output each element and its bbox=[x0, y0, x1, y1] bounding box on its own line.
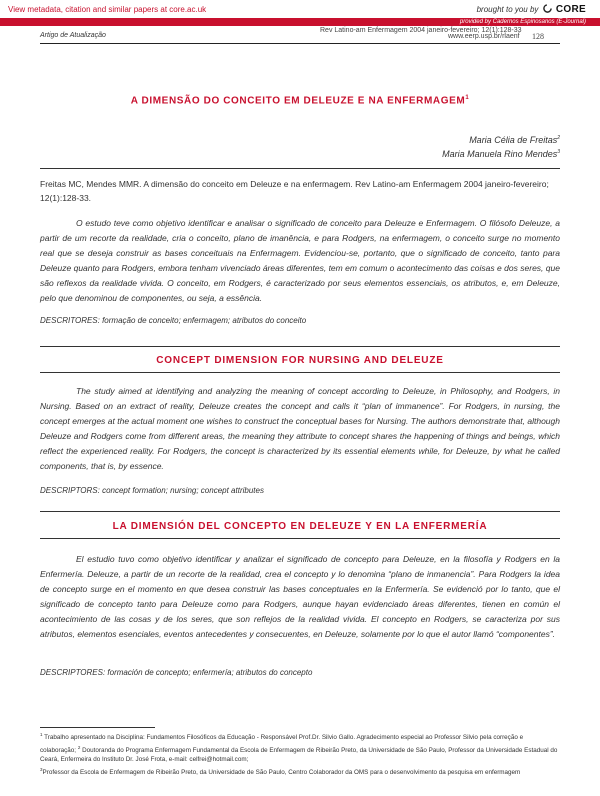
keywords-en: DESCRIPTORS: concept formation; nursing; concept attributes bbox=[40, 486, 264, 495]
footnote-2: 2 bbox=[77, 744, 81, 750]
abstract-es-title: LA DIMENSIÓN DEL CONCEPTO EN DELEUZE Y EN LA ENFERMERÍA bbox=[112, 521, 488, 532]
journal-reference: Rev Latino-am Enfermagem 2004 janeiro-fevereiro; 12(1):128-33 bbox=[320, 27, 522, 34]
keywords-es: DESCRIPTORES: formación de concepto; enfermería; atributos do concepto bbox=[40, 668, 313, 677]
divider bbox=[40, 168, 560, 169]
provided-by-bar: provided by Cadernos Espinosanos (E-Journal) bbox=[0, 18, 600, 26]
divider bbox=[40, 346, 560, 347]
core-metadata-link[interactable]: View metadata, citation and similar papers at core.ac.uk bbox=[8, 5, 207, 14]
journal-website: www.eerp.usp.br/rlaenf bbox=[448, 33, 520, 40]
citation: Freitas MC, Mendes MMR. A dimensão do conceito em Deleuze e na enfermagem. Rev Latino-am Enfermagem 2004 janeiro-fevereiro; 12(1):128-33. bbox=[40, 179, 549, 203]
abstract-en: The study aimed at identifying and analyzing the meaning of concept according to Deleuze, in Philosophy, and Rodgers, in Nursing. Based on an extract of reality, Deleuze creates the concept and calls it “plan of immanence”. For Rodgers, in nursing, the concept emerges at the actual moment one wishes to construct the conceptual bases for Nursing. The authors demonstrate that, although Deleuze and Rodgers come from different areas, the meaning they attribute to concept shares the happening of things and beings, which reflect the experienced reality. For Rodgers, the concept is characterized by its essential elements while, for Deleuze, by what he called components, that is, by essence. bbox=[40, 386, 560, 471]
footnote-rule bbox=[40, 727, 155, 728]
section-label: Artigo de Atualização bbox=[40, 32, 106, 39]
divider bbox=[40, 372, 560, 373]
author-2-mark: 3 bbox=[557, 149, 560, 155]
footnote-3: $^3$Professor da Escola de Enfermagem de Ribeirão Preto, da Universidade de São Paulo, Centro Colaborador da OMS para o desenvolvimento da pesquisa em enfermagem bbox=[40, 766, 521, 777]
author-1-name: Maria Célia de Freitas bbox=[469, 135, 558, 145]
keywords-pt: DESCRITORES: formação de conceito; enfermagem; atributos do conceito bbox=[40, 316, 307, 325]
page-number: 128 bbox=[532, 32, 544, 41]
article-title-text: A DIMENSÃO DO CONCEITO EM DELEUZE E NA ENFERMAGEM bbox=[130, 95, 466, 107]
abstract-es: El estudio tuvo como objetivo identificar y analizar el significado de concepto para Deleuze, en la filosofía y Rodgers en la Enfermería. Deleuze, a partir de un recorte de la realidad, crea el concepto y lo denomina “plano de inmanencia”. Para Rodgers la idea de concepto surge en el momento en que desea construir las bases conceptuales en la Enfermería. Se evidenció por lo tanto, que el significado de concepto tanto para Deleuze como para Rodgers, aunque hayan evidenciado áreas diferentes, tienen en común el acontecimiento de las cosas y de los seres, que son reflejos de la realidad vivida. El concepto en Rodgers, se caracteriza por sus atributos, elementos esenciales, eventos antecedentes y consecuentes, en Deleuze, solamente por lo que el autor llamó “componentes”. bbox=[40, 554, 560, 639]
core-brand bbox=[477, 4, 586, 15]
divider bbox=[40, 538, 560, 539]
author-1 bbox=[469, 135, 560, 145]
abstract-pt: O estudo teve como objetivo identificar e analisar o significado de conceito para Deleuze e Enfermagem. O filósofo Deleuze, a partir de um recorte da realidade, cria o conceito, plano de imanência, e para Rodgers, na enfermagem, o conceito surge no momento real que se deseja construir as bases conceituais na Enfermagem. Evidenciou-se, portanto, que o significado de conceito, tanto para Deleuze quanto para Rodgers, embora tenham vivenciado áreas diferentes, tem em comum o acontecimento das coisas e dos seres, que são reflexos da realidade vivida. O conceito, em Rodgers, é caracterizado por seus elementos essenciais, os atributos, e, em Deleuze, pelo que denominou de componentes, ou seja, a essência. bbox=[40, 218, 560, 303]
article-title bbox=[40, 95, 560, 106]
footnote-1: $^1$ Trabalho apresentado na Disciplina: Fundamentos Filosóficos da Educação - Responsável Prof.Dr. Silvio Gallo. Agradecimento especial ao Professor Silvio pela correção e colaboração; $^2$ Doutoranda do Programa Enfermagem Fundamental da Escola de Enfermagem de Ribeirão Preto, da Universidade de São Paulo, Professor da Universidade Estadual do Ceará, Enfermeira do Instituto Dr. José Frota, e-mail: celfrei@hotmail.com; bbox=[40, 732, 558, 764]
header-rule bbox=[40, 43, 560, 44]
footnotes bbox=[40, 730, 560, 778]
core-logo-icon bbox=[543, 4, 552, 15]
author-2-name: Maria Manuela Rino Mendes bbox=[442, 149, 558, 159]
divider bbox=[40, 511, 560, 512]
author-2 bbox=[442, 149, 560, 159]
brought-by-label: brought to you by bbox=[476, 5, 539, 14]
title-footnote-mark: 1 bbox=[465, 95, 470, 101]
abstract-en-title: CONCEPT DIMENSION FOR NURSING AND DELEUZE bbox=[156, 355, 444, 366]
core-brand-name: CORE bbox=[555, 4, 586, 15]
author-1-mark: 2 bbox=[557, 135, 560, 141]
